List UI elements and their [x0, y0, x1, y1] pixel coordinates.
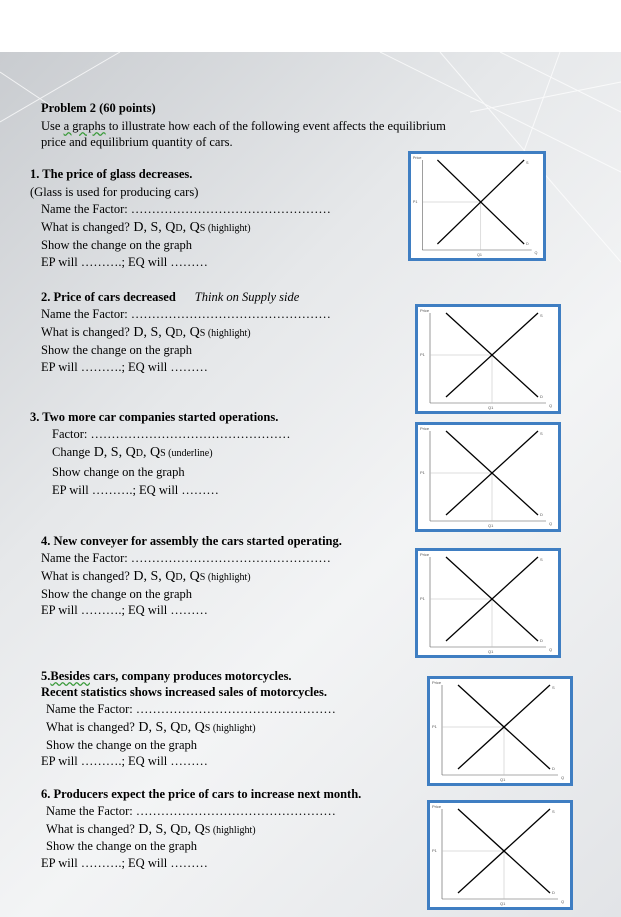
qs-label: , Q [182, 220, 200, 235]
what-changed-line [46, 719, 256, 737]
problem-5-title-post: cars, company produces motorcycles. [89, 669, 292, 683]
supply-demand-graph-6[interactable] [427, 800, 573, 910]
problem-5-subtitle: Recent statistics shows increased sales of motorcycles. [41, 685, 327, 699]
problem-5-title [41, 668, 292, 684]
qs-label: , Q [142, 445, 161, 460]
d-s-label: D, S, [134, 822, 171, 837]
supply-demand-graph-3[interactable] [415, 422, 561, 532]
price-axis-label: Price [412, 154, 422, 161]
qs-sub: S [204, 825, 211, 836]
qd-label: Q [165, 569, 176, 584]
price-axis-label: Price [420, 552, 430, 557]
problem-1-title: 1. The price of glass decreases. [30, 167, 193, 181]
quantity-axis-label: Q [561, 775, 565, 780]
supply-label: S [540, 431, 543, 436]
supply-demand-graph-5[interactable] [427, 676, 573, 786]
qs-sub: S [199, 328, 206, 339]
q1-label: Q1 [500, 901, 506, 906]
supply-demand-graph-1[interactable] [408, 151, 546, 261]
d-s-label: D, S, [129, 569, 166, 584]
qd-label: Q [170, 822, 181, 837]
name-factor-line: Name the Factor: ………………………………………… [41, 307, 331, 321]
graph-canvas[interactable] [418, 551, 558, 655]
supply-label: S [526, 159, 529, 166]
name-factor-line: Name the Factor: ………………………………………… [46, 702, 336, 716]
quantity-axis-label: Q [549, 403, 553, 408]
supply-demand-graph-2[interactable] [415, 304, 561, 414]
highlight-note: (highlight) [205, 328, 251, 339]
what-changed-line [46, 821, 256, 839]
demand-label: D [540, 512, 543, 517]
ep-eq-line: EP will ……….; EQ will ……… [41, 856, 208, 870]
what-changed-line [41, 568, 251, 586]
quantity-axis-label: Q [561, 899, 565, 904]
problem-5-title-pre: 5. [41, 669, 51, 683]
highlight-note: (highlight) [210, 723, 256, 734]
qd-label: Q [165, 325, 176, 340]
p1-label: P1 [420, 470, 425, 475]
problem-6-title: 6. Producers expect the price of cars to increase next month. [41, 787, 362, 801]
qs-label: , Q [182, 325, 200, 340]
demand-label: D [552, 766, 555, 771]
price-axis-label: Price [432, 680, 442, 685]
name-factor-line: Name the Factor: ………………………………………… [41, 551, 331, 565]
qd-sub: D [180, 825, 188, 836]
supply-demand-graph-4[interactable] [415, 548, 561, 658]
what-changed-label: What is changed? [46, 720, 135, 734]
price-axis-label: Price [420, 308, 430, 313]
qs-sub: S [199, 223, 206, 234]
highlight-note: (highlight) [210, 825, 256, 836]
highlight-note: (highlight) [205, 223, 251, 234]
qs-sub: S [199, 572, 206, 583]
graph-canvas[interactable] [430, 803, 570, 907]
factor-line: Factor: ………………………………………… [52, 427, 291, 441]
highlight-note: (highlight) [205, 572, 251, 583]
q1-label: Q1 [488, 405, 494, 410]
show-change-line: Show the change on the graph [41, 587, 193, 601]
qd-sub: D [175, 572, 183, 583]
show-change-line: Show change on the graph [52, 465, 185, 479]
demand-label: D [540, 638, 543, 643]
what-changed-label: What is changed? [41, 325, 130, 339]
quantity-axis-label: Q [534, 249, 538, 256]
supply-label: S [540, 557, 543, 562]
price-axis-label: Price [420, 426, 430, 431]
underline-note: (underline) [165, 448, 213, 459]
show-change-line: Show the change on the graph [41, 238, 193, 252]
name-factor-line: Name the Factor: ………………………………………… [41, 202, 331, 216]
qs-label: , Q [187, 720, 205, 735]
graph-canvas[interactable] [418, 425, 558, 529]
p1-label: P1 [420, 352, 425, 357]
qd-sub: D [135, 448, 143, 459]
change-line [52, 444, 213, 462]
p1-label: P1 [432, 848, 437, 853]
problem-4-title: 4. New conveyer for assembly the cars started operating. [41, 534, 342, 548]
problem-title: Problem 2 (60 points) [41, 101, 156, 115]
d-s-label: D, S, [134, 720, 171, 735]
p1-label: P1 [412, 198, 418, 205]
ep-eq-line: EP will ……….; EQ will ……… [41, 754, 208, 768]
qd-label: Q [125, 445, 136, 460]
problem-5-title-link: Besides [50, 669, 90, 683]
change-label: Change [52, 445, 91, 459]
graph-canvas[interactable] [430, 679, 570, 783]
ep-eq-line: EP will ……….; EQ will ……… [41, 603, 208, 617]
d-s-label: D, S, [129, 325, 166, 340]
qd-sub: D [175, 328, 183, 339]
supply-label: S [552, 685, 555, 690]
show-change-line: Show the change on the graph [46, 839, 198, 853]
what-changed-label: What is changed? [41, 220, 130, 234]
demand-label: D [540, 394, 543, 399]
show-change-line: Show the change on the graph [41, 343, 193, 357]
what-changed-line [41, 219, 251, 237]
demand-label: D [552, 890, 555, 895]
q1-label: Q1 [488, 523, 494, 528]
name-factor-line: Name the Factor: ………………………………………… [46, 804, 336, 818]
supply-label: S [540, 313, 543, 318]
p1-label: P1 [432, 724, 437, 729]
problem-3-title: 3. Two more car companies started operations. [30, 410, 279, 424]
instruction-link: a graphs [63, 119, 106, 133]
graph-canvas[interactable] [411, 154, 543, 258]
qd-sub: D [180, 723, 188, 734]
d-s-label: D, S, [129, 220, 166, 235]
qs-sub: S [160, 448, 166, 459]
problem-2-title-line [41, 289, 299, 305]
qs-sub: S [204, 723, 211, 734]
problem-1-subtitle: (Glass is used for producing cars) [30, 185, 199, 199]
problem-2-title: 2. Price of cars decreased [41, 290, 176, 304]
demand-label: D [526, 240, 529, 247]
q1-label: Q1 [500, 777, 506, 782]
instruction-line-2: price and equilibrium quantity of cars. [41, 135, 233, 149]
quantity-axis-label: Q [549, 521, 553, 526]
what-changed-label: What is changed? [41, 569, 130, 583]
supply-label: S [552, 809, 555, 814]
q1-label: Q1 [477, 251, 483, 258]
problem-2-hint: Think on Supply side [194, 290, 300, 304]
qs-label: , Q [182, 569, 200, 584]
qd-label: Q [165, 220, 176, 235]
graph-canvas[interactable] [418, 307, 558, 411]
instruction-line-1 [41, 118, 446, 134]
what-changed-label: What is changed? [46, 822, 135, 836]
quantity-axis-label: Q [549, 647, 553, 652]
p1-label: P1 [420, 596, 425, 601]
ep-eq-line: EP will ……….; EQ will ……… [52, 483, 219, 497]
what-changed-line [41, 324, 251, 342]
instruction-post: to illustrate how each of the following event affects the equilibrium [105, 119, 446, 133]
qd-label: Q [170, 720, 181, 735]
d-s-label: D, S, [90, 445, 126, 460]
qs-label: , Q [187, 822, 205, 837]
instruction-pre: Use [41, 119, 64, 133]
q1-label: Q1 [488, 649, 494, 654]
show-change-line: Show the change on the graph [46, 738, 198, 752]
ep-eq-line: EP will ……….; EQ will ……… [41, 360, 208, 374]
price-axis-label: Price [432, 804, 442, 809]
qd-sub: D [175, 223, 183, 234]
ep-eq-line: EP will ……….; EQ will ……… [41, 255, 208, 269]
